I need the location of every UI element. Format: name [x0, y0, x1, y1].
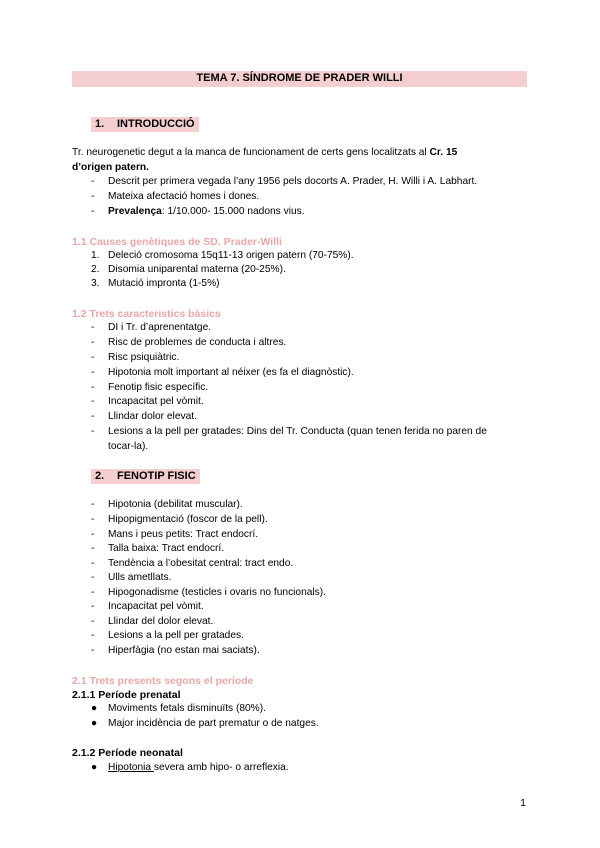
list-item: - Lesions a la pell per gratades.: [91, 630, 244, 641]
list-item: - Mans i peus petits: Tract endocrí.: [91, 529, 259, 540]
list-item: 3. Mutació impronta (1-5%): [91, 278, 220, 289]
subsection-2-1-2-heading: 2.1.2 Període neonatal: [72, 747, 183, 759]
list-item: - Descrit per primera vegada l’any 1956 pels docorts A. Prader, H. Willi i A. Labhart.: [91, 176, 478, 187]
list-item: - Hipotonia (debilitat muscular).: [91, 499, 243, 510]
list-item: - Hipotonia molt important al néixer (es fa el diagnòstic).: [91, 367, 354, 378]
page-title: TEMA 7. SÍNDROME DE PRADER WILLI: [196, 72, 403, 84]
list-item: - Risc psiquiàtric.: [91, 352, 180, 363]
list-item: - Llindar dolor elevat.: [91, 411, 197, 422]
list-item: ● Major incidència de part prematur o de natges.: [91, 718, 319, 729]
list-item: - Hipopigmentació (foscor de la pell).: [91, 514, 268, 525]
subsection-2-1-1-heading: 2.1.1 Període prenatal: [72, 689, 181, 701]
intro-paragraph-cont: d’origen patern.: [72, 162, 149, 173]
subsection-1-2-heading: 1.2 Trets caracteristics bàsics: [72, 308, 221, 320]
list-item: - Prevalença: 1/10.000- 15.000 nadons vius.: [91, 206, 305, 217]
list-item: - Talla baixa: Tract endocrí.: [91, 543, 225, 554]
list-item: - Incapacitat pel vòmit.: [91, 396, 204, 407]
list-item: 2. Disomia uniparental materna (20-25%).: [91, 264, 286, 275]
section-2-heading: 2. FENOTIP FISIC: [91, 470, 200, 482]
list-item: - Lesions a la pell per gratades: Dins del Tr. Conducta (quan tenen ferida no paren de: [91, 426, 487, 437]
list-item: ● Moviments fetals disminuïts (80%).: [91, 703, 266, 714]
list-item: - Mateixa afectació homes i dones.: [91, 191, 260, 202]
intro-paragraph: Tr. neurogenetic degut a la manca de funcionament de certs gens localitzats al Cr. 15: [72, 147, 458, 158]
page-number: 1: [520, 797, 526, 809]
list-item: - Ulls ametllats.: [91, 572, 172, 583]
list-item: - Hiperfàgia (no estan mai saciats).: [91, 645, 260, 656]
subsection-2-1-heading: 2.1 Trets presents segons el període: [72, 675, 254, 687]
list-item: - Risc de problemes de conducta i altres.: [91, 337, 287, 348]
list-item: - DI i Tr. d’aprenentatge.: [91, 322, 212, 333]
list-item: - Llindar del dolor elevat.: [91, 616, 214, 627]
list-item: - Incapacitat pel vòmit.: [91, 601, 204, 612]
list-item: - Hipogonadisme (testicles i ovaris no funcionals).: [91, 587, 327, 598]
list-item-cont: tocar-la).: [108, 441, 149, 452]
subsection-1-1-heading: 1.1 Causes genètiques de SD. Prader-Willi: [72, 236, 282, 248]
list-item: ● Hipotonia severa amb hipo- o arreflexia.: [91, 762, 289, 773]
list-item: 1. Deleció cromosoma 15q11-13 origen patern (70-75%).: [91, 250, 354, 261]
list-item: - Fenotip fisic específic.: [91, 382, 209, 393]
section-1-heading: 1. INTRODUCCIÓ: [91, 118, 199, 130]
list-item: - Tendència a l’obesitat central: tract endo.: [91, 558, 294, 569]
